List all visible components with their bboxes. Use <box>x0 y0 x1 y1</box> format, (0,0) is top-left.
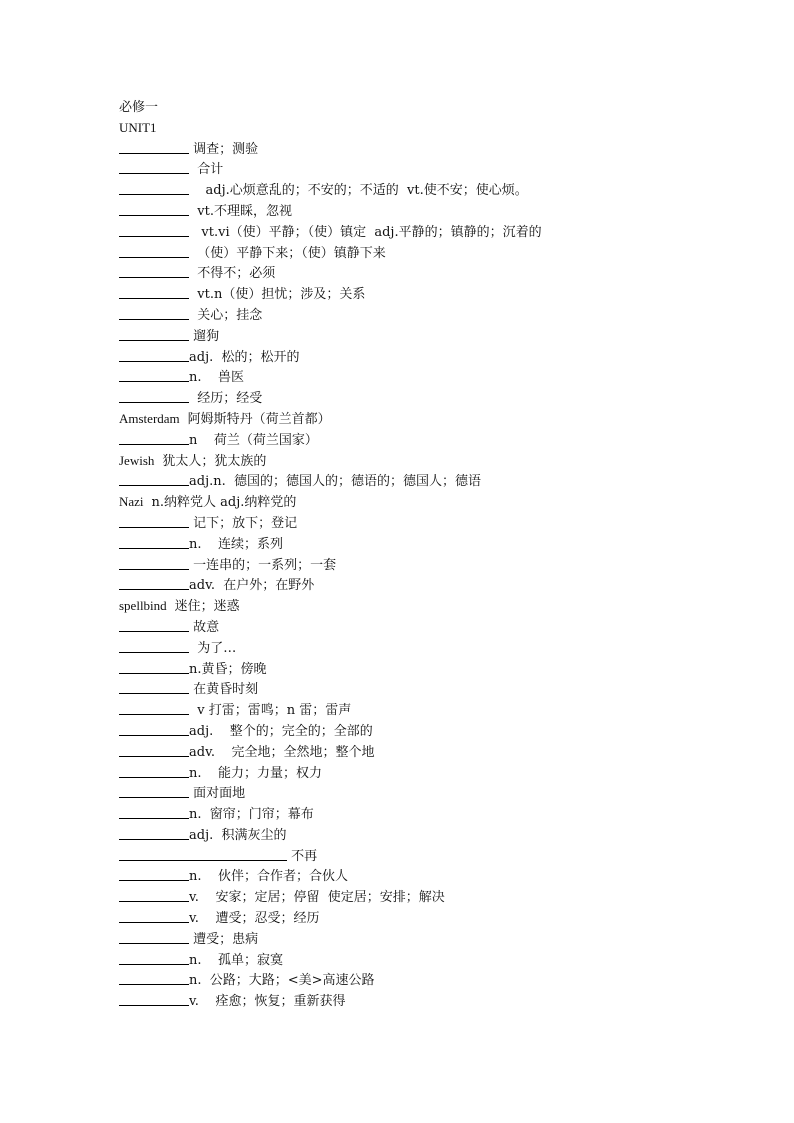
vocab-entry <box>119 388 719 409</box>
vocab-entry <box>119 201 719 222</box>
answer-blank[interactable] <box>119 180 189 195</box>
vocab-entry <box>119 742 719 763</box>
vocab-entry <box>119 721 719 742</box>
vocab-entry <box>119 222 719 243</box>
answer-blank[interactable] <box>119 347 189 362</box>
answer-blank[interactable] <box>119 950 189 965</box>
vocab-entry <box>119 430 719 451</box>
vocab-entry <box>119 638 719 659</box>
answer-blank[interactable] <box>119 659 189 674</box>
vocabulary-list <box>119 139 719 1012</box>
vocab-entry <box>119 679 719 700</box>
answer-blank[interactable] <box>119 430 189 445</box>
vocab-definition: vt.n（使）担忧；涉及；关系 <box>189 287 366 303</box>
vocab-entry <box>119 617 719 638</box>
answer-blank[interactable] <box>119 783 189 798</box>
vocab-entry <box>119 783 719 804</box>
vocab-word: Amsterdam <box>119 410 180 426</box>
vocab-entry <box>119 596 719 617</box>
vocab-definition: n. 能力；力量；权力 <box>189 765 323 781</box>
vocab-definition: 犹太人；犹太族的 <box>162 453 267 469</box>
vocab-entry <box>119 326 719 347</box>
answer-blank[interactable] <box>119 970 189 985</box>
vocab-definition: 遛狗 <box>189 328 220 344</box>
answer-blank[interactable] <box>119 617 189 632</box>
answer-blank[interactable] <box>119 284 189 299</box>
answer-blank[interactable] <box>119 908 189 923</box>
answer-blank[interactable] <box>119 139 189 154</box>
vocab-definition: adj. 积满灰尘的 <box>189 827 287 843</box>
answer-blank[interactable] <box>119 866 189 881</box>
vocab-definition: n. 连续；系列 <box>189 536 284 552</box>
vocab-definition: 迷住；迷惑 <box>174 599 240 615</box>
vocab-entry <box>119 950 719 971</box>
vocab-entry <box>119 139 719 160</box>
vocab-definition: n.纳粹党人 adj.纳粹党的 <box>151 495 297 511</box>
answer-blank[interactable] <box>119 534 189 549</box>
answer-blank[interactable] <box>119 763 189 778</box>
answer-blank[interactable] <box>119 742 189 757</box>
answer-blank[interactable] <box>119 700 189 715</box>
vocab-definition: n. 孤单；寂寞 <box>189 952 284 968</box>
vocab-definition: adj. 松的；松开的 <box>189 349 300 365</box>
answer-blank[interactable] <box>119 471 189 486</box>
vocab-definition: v. 安家；定居；停留 使定居；安排；解决 <box>189 890 445 906</box>
vocab-definition: n. 公路；大路；<美>高速公路 <box>189 973 375 989</box>
vocab-definition: 关心；挂念 <box>189 307 263 323</box>
vocab-definition: 阿姆斯特丹（荷兰首都） <box>187 411 331 427</box>
vocab-entry <box>119 409 719 430</box>
answer-blank[interactable] <box>119 555 189 570</box>
answer-blank[interactable] <box>119 929 189 944</box>
vocab-entry <box>119 367 719 388</box>
answer-blank[interactable] <box>119 367 189 382</box>
vocab-entry <box>119 180 719 201</box>
vocab-entry <box>119 534 719 555</box>
vocab-word: Jewish <box>119 452 155 468</box>
vocab-definition: adv. 在户外；在野外 <box>189 578 315 594</box>
vocab-definition: n. 伙伴；合作者；合伙人 <box>189 869 349 885</box>
vocab-definition: 不再 <box>287 848 318 864</box>
answer-blank[interactable] <box>119 575 189 590</box>
vocab-entry <box>119 991 719 1012</box>
vocab-entry <box>119 700 719 721</box>
vocab-definition: 为了… <box>189 640 237 656</box>
vocab-definition: n.黄昏；傍晚 <box>189 661 267 677</box>
vocab-definition: 故意 <box>189 619 220 635</box>
vocab-definition: vt.vi（使）平静；（使）镇定 adj.平静的；镇静的；沉着的 <box>189 224 542 240</box>
vocab-definition: vt.不理睬，忽视 <box>189 203 292 219</box>
vocab-definition: 面对面地 <box>189 786 246 802</box>
answer-blank[interactable] <box>119 679 189 694</box>
answer-blank[interactable] <box>119 201 189 216</box>
vocab-entry <box>119 908 719 929</box>
answer-blank[interactable] <box>119 721 189 736</box>
answer-blank[interactable] <box>119 513 189 528</box>
vocab-definition: 不得不；必须 <box>189 266 276 282</box>
answer-blank[interactable] <box>119 305 189 320</box>
answer-blank[interactable] <box>119 222 189 237</box>
document-title: 必修一 <box>119 99 159 114</box>
vocab-entry <box>119 347 719 368</box>
vocab-entry <box>119 846 719 867</box>
document-page <box>119 97 719 1012</box>
answer-blank[interactable] <box>119 887 189 902</box>
answer-blank[interactable] <box>119 991 189 1006</box>
vocab-entry <box>119 492 719 513</box>
vocab-entry <box>119 804 719 825</box>
vocab-entry <box>119 263 719 284</box>
vocab-entry <box>119 929 719 950</box>
vocab-definition: adv. 完全地；全然地；整个地 <box>189 744 375 760</box>
vocab-entry <box>119 866 719 887</box>
vocab-word: spellbind <box>119 598 167 614</box>
answer-blank[interactable] <box>119 804 189 819</box>
vocab-entry <box>119 159 719 180</box>
vocab-definition: 合计 <box>189 162 224 178</box>
vocab-definition: n. 窗帘；门帘；幕布 <box>189 807 314 823</box>
vocab-definition: v 打雷；雷鸣；n 雷；雷声 <box>189 703 352 719</box>
vocab-entry <box>119 513 719 534</box>
answer-blank[interactable] <box>119 263 189 278</box>
vocab-entry <box>119 887 719 908</box>
answer-blank[interactable] <box>119 388 189 403</box>
vocab-definition: 记下；放下；登记 <box>189 515 298 531</box>
unit-heading: UNIT1 <box>119 119 157 135</box>
vocab-entry <box>119 471 719 492</box>
vocab-definition: adj.心烦意乱的；不安的；不适的 vt.使不安；使心烦。 <box>189 183 528 199</box>
vocab-definition: 在黄昏时刻 <box>189 682 259 698</box>
vocab-definition: 经历；经受 <box>189 391 263 407</box>
vocab-entry <box>119 451 719 472</box>
vocab-entry <box>119 575 719 596</box>
vocab-definition: v. 遭受；忍受；经历 <box>189 911 320 927</box>
vocab-definition: 遭受；患病 <box>189 931 259 947</box>
vocab-entry <box>119 825 719 846</box>
vocab-entry <box>119 763 719 784</box>
vocab-definition: n 荷兰（荷兰国家） <box>189 432 318 448</box>
vocab-definition: （使）平静下来；（使）镇静下来 <box>189 245 386 261</box>
vocab-definition: adj. 整个的；完全的；全部的 <box>189 723 373 739</box>
answer-blank[interactable] <box>119 326 189 341</box>
answer-blank[interactable] <box>119 846 287 861</box>
vocab-entry <box>119 659 719 680</box>
answer-blank[interactable] <box>119 638 189 653</box>
vocab-definition: adj.n. 德国的；德国人的；德语的；德国人；德语 <box>189 474 482 490</box>
vocab-entry <box>119 243 719 264</box>
vocab-entry <box>119 284 719 305</box>
vocab-entry <box>119 555 719 576</box>
vocab-entry <box>119 305 719 326</box>
answer-blank[interactable] <box>119 825 189 840</box>
vocab-definition: 调查；测验 <box>189 141 259 157</box>
vocab-definition: 一连串的；一系列；一套 <box>189 557 337 573</box>
vocab-entry <box>119 970 719 991</box>
answer-blank[interactable] <box>119 159 189 174</box>
answer-blank[interactable] <box>119 243 189 258</box>
vocab-definition: v. 痊愈；恢复；重新获得 <box>189 994 346 1010</box>
vocab-word: Nazi <box>119 494 144 510</box>
vocab-definition: n. 兽医 <box>189 370 245 386</box>
